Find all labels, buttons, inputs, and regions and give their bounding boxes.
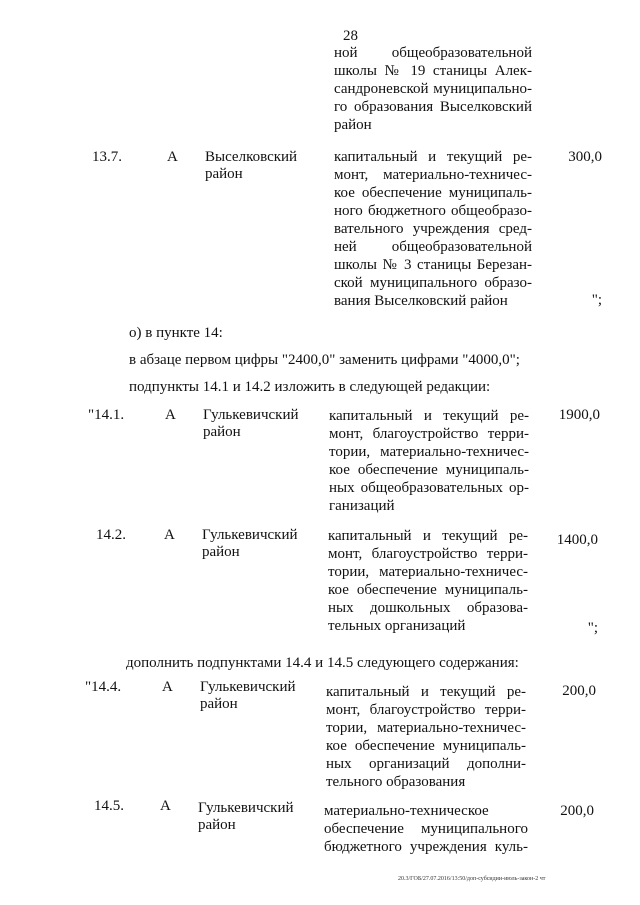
desc-line: тории, материально-техничес- [329, 444, 529, 460]
row-amount: 300,0 [568, 149, 602, 165]
row-district: Выселковский район [205, 149, 298, 182]
row-category: А [162, 679, 173, 695]
desc-line: капитальный и текущий ре- [334, 149, 532, 165]
desc-line: тории, материально-техничес- [326, 720, 526, 736]
paragraph-item-o: о) в пункте 14: [129, 325, 223, 341]
row-district: Гулькевичский район [203, 407, 299, 440]
row-district: Гулькевичский район [200, 679, 296, 712]
desc-line: район [334, 117, 372, 133]
row-description [334, 148, 532, 310]
desc-line: монт, благоустройство терри- [326, 702, 526, 718]
desc-line: ных организаций дополни- [326, 756, 526, 772]
desc-line: монт, благоустройство терри- [328, 546, 528, 562]
paragraph-add-subitems: дополнить подпунктами 14.4 и 14.5 следующего содержания: [126, 655, 519, 671]
desc-line: кое обеспечение муниципаль- [326, 738, 526, 754]
row-district: Гулькевичский район [202, 527, 298, 560]
row-number: 14.2. [96, 527, 126, 543]
row-description [328, 527, 528, 635]
desc-line: тельных организаций [328, 618, 466, 634]
page-number: 28 [343, 28, 358, 44]
desc-line: го образования Выселковский [334, 99, 532, 115]
desc-line: монт, материально-техничес- [334, 167, 532, 183]
desc-line: школы № 19 станицы Алек- [334, 63, 532, 79]
row-end-mark: "; [587, 620, 598, 636]
row-category: А [165, 407, 176, 423]
desc-line: кое обеспечение муниципаль- [328, 582, 528, 598]
desc-line: тории, материально-техничес- [328, 564, 528, 580]
desc-line: кое обеспечение муниципаль- [334, 185, 532, 201]
row-amount: 1900,0 [558, 407, 600, 423]
row-description [324, 802, 528, 856]
desc-line: ней общеобразовательной [334, 239, 532, 255]
desc-line: сандроневской муниципально- [334, 81, 532, 97]
footer-file-stamp: 20.3/ГОБ/27.07.2016/13:50/доп-субсидии-июль-закон-2 чт [398, 876, 546, 882]
row-number: 14.5. [94, 798, 124, 814]
desc-line: капитальный и текущий ре- [329, 408, 529, 424]
row-amount: 1400,0 [556, 532, 598, 548]
desc-line: ных дошкольных образова- [328, 600, 528, 616]
row-number: "14.4. [85, 679, 122, 695]
row-amount: 200,0 [562, 683, 596, 699]
desc-line: монт, благоустройство терри- [329, 426, 529, 442]
row-number: "14.1. [88, 407, 125, 423]
row-description [326, 683, 526, 791]
paragraph-subitems-edit: подпункты 14.1 и 14.2 изложить в следующей редакции: [129, 379, 491, 395]
row-amount: 200,0 [560, 803, 594, 819]
desc-line: материально-техническое [324, 803, 489, 819]
row-category: А [164, 527, 175, 543]
row-number: 13.7. [92, 149, 122, 165]
row-category: А [160, 798, 171, 814]
desc-line: обеспечение муниципального [324, 821, 528, 837]
desc-line: школы № 3 станицы Березан- [334, 257, 532, 273]
desc-line: ганизаций [329, 498, 395, 514]
desc-line: кое обеспечение муниципаль- [329, 462, 529, 478]
continued-description [334, 44, 532, 134]
desc-line: капитальный и текущий ре- [326, 684, 526, 700]
paragraph-replace-figures: в абзаце первом цифры "2400,0" заменить цифрами "4000,0"; [129, 352, 520, 368]
desc-line: капитальный и текущий ре- [328, 528, 528, 544]
desc-line: тельного образования [326, 774, 466, 790]
row-district: Гулькевичский район [198, 800, 294, 833]
row-description [329, 407, 529, 515]
row-category: А [167, 149, 178, 165]
desc-line: ской муниципального образо- [334, 275, 532, 291]
desc-line: ных общеобразовательных ор- [329, 480, 529, 496]
desc-line: ной общеобразовательной [334, 45, 532, 61]
desc-line: бюджетного учреждения куль- [324, 839, 528, 855]
desc-line: вательного учреждения сред- [334, 221, 532, 237]
desc-line: ного бюджетного общеобразо- [334, 203, 532, 219]
desc-line: вания Выселковский район [334, 293, 508, 309]
row-end-mark: "; [591, 292, 602, 308]
